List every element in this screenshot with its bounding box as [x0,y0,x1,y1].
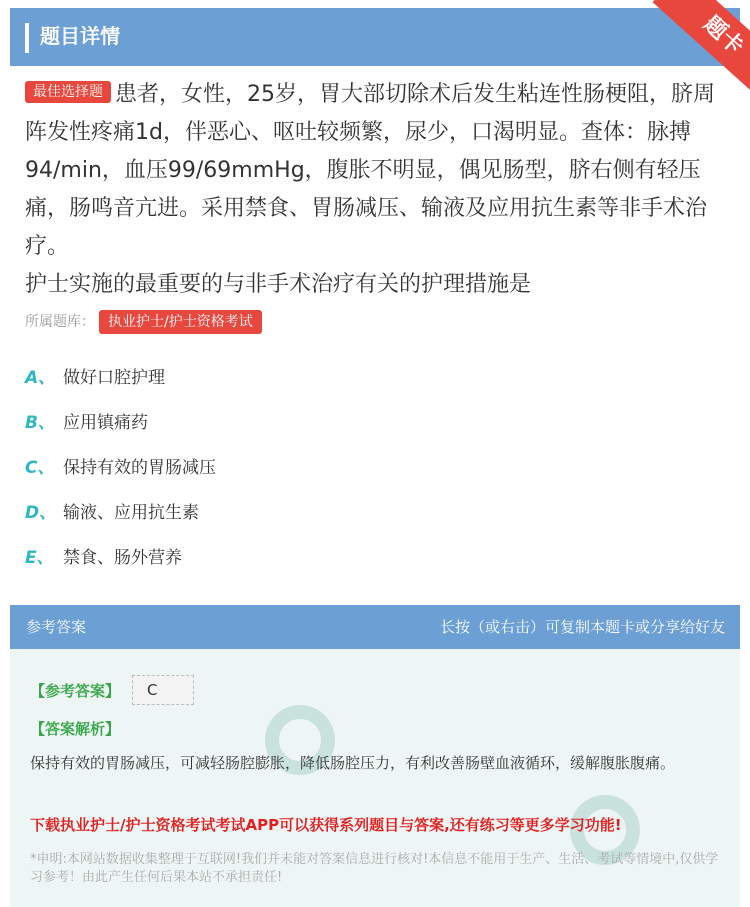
explanation-text: 保持有效的胃肠减压，可减轻肠腔膨胀，降低肠腔压力，有利改善肠壁血液循环，缓解腹胀腹痛。 [30,754,676,772]
bank-tag[interactable]: 执业护士/护士资格考试 [99,310,262,334]
option-letter: E、 [25,548,54,568]
options-list [25,364,725,589]
answer-header [10,605,740,649]
question-text: 患者，女性，25岁，胃大部切除术后发生粘连性肠梗阻，脐周阵发性疼痛1d，伴恶心、呕吐较频繁，尿少，口渴明显。查体：脉搏94/min，血压99/69mmHg，腹胀不明显，偶见肠型，脐右侧有轻压痛，肠鸣音亢进。采用禁食、胃肠减压、输液及应用抗生素等非手术治疗。 [25,82,715,259]
option-letter: C、 [25,458,55,478]
question-stem [25,76,730,304]
option-letter: B、 [25,413,55,433]
option-letter: D、 [25,503,57,523]
option-letter: A、 [25,368,56,388]
ribbon-label: 题卡 [653,0,750,94]
answer-value: C [132,675,194,705]
page-title: 题目详情 [40,24,120,48]
option-text: 保持有效的胃肠减压 [63,458,216,478]
option-c[interactable] [25,454,725,499]
header-accent-bar [25,23,29,53]
app-download-link[interactable]: 下载执业护士/护士资格考试考试APP可以获得系列题目与答案,还有练习等更多学习功能! [30,816,622,834]
option-a[interactable] [25,364,725,409]
bank-label: 所属题库： [25,314,95,330]
option-text: 禁食、肠外营养 [63,548,182,568]
answer-section [10,605,740,907]
option-text: 输液、应用抗生素 [63,503,199,523]
question-bank [25,310,262,334]
share-hint: 长按（或右击）可复制本题卡或分享给好友 [439,618,725,636]
question-type-badge: 最佳选择题 [25,81,111,103]
option-b[interactable] [25,409,725,454]
option-e[interactable] [25,544,725,589]
answer-header-title: 参考答案 [26,618,87,636]
option-text: 应用镇痛药 [63,413,148,433]
option-d[interactable] [25,499,725,544]
disclaimer-text: *申明:本网站数据收集整理于互联网!我们并未能对答案信息进行核对!本信息不能用于生产、生活、考试等情境中,仅供学习参考！由此产生任何后果本站不承担责任! [30,852,719,885]
answer-label: 【参考答案】 [30,682,121,700]
option-text: 做好口腔护理 [63,368,165,388]
explanation-label: 【答案解析】 [30,720,121,738]
question-prompt: 护士实施的最重要的与非手术治疗有关的护理措施是 [25,272,532,297]
